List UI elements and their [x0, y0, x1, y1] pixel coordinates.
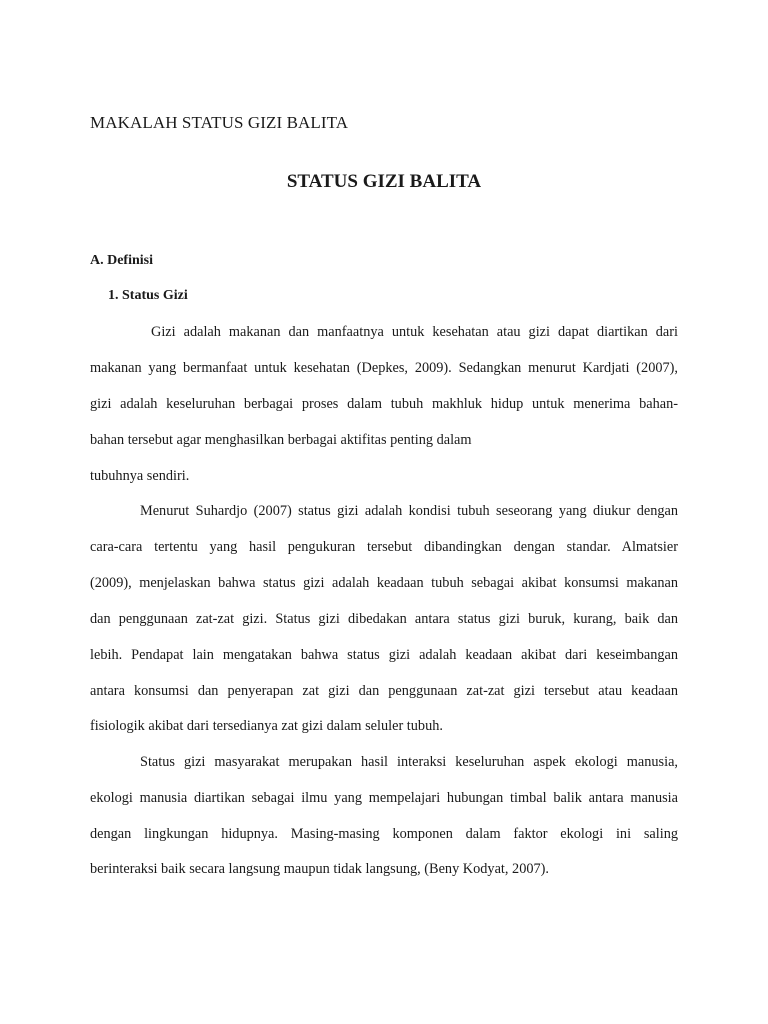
paragraph-3-line-2: ekologi manusia diartikan sebagai ilmu yang mempelajari hubungan timbal balik antara manusia: [90, 790, 678, 806]
paragraph-1-line-4: bahan tersebut agar menghasilkan berbagai aktifitas penting dalam: [90, 432, 472, 448]
section-heading-definisi: A. Definisi: [90, 253, 153, 268]
paragraph-2-line-3: (2009), menjelaskan bahwa status gizi adalah keadaan tubuh sebagai akibat konsumsi makanan: [90, 575, 678, 591]
paragraph-2-line-2: cara-cara tertentu yang hasil pengukuran tersebut dibandingkan dengan standar. Almatsier: [90, 539, 678, 555]
paragraph-1-line-3: gizi adalah keseluruhan berbagai proses dalam tubuh makhluk hidup untuk menerima bahan-: [90, 396, 678, 412]
paragraph-1-line-2: makanan yang bermanfaat untuk kesehatan (Depkes, 2009). Sedangkan menurut Kardjati (2007),: [90, 360, 678, 376]
subsection-heading-status-gizi: 1. Status Gizi: [108, 288, 188, 303]
paragraph-2-line-1: Menurut Suhardjo (2007) status gizi adalah kondisi tubuh seseorang yang diukur dengan: [140, 503, 678, 519]
paragraph-1-line-1: Gizi adalah makanan dan manfaatnya untuk kesehatan atau gizi dapat diartikan dari: [151, 324, 678, 340]
document-title: STATUS GIZI BALITA: [286, 171, 482, 192]
document-heading: MAKALAH STATUS GIZI BALITA: [90, 113, 349, 132]
paragraph-2-line-6: antara konsumsi dan penyerapan zat gizi dan penggunaan zat-zat gizi tersebut atau keadaan: [90, 683, 678, 699]
paragraph-3-line-1: Status gizi masyarakat merupakan hasil interaksi keseluruhan aspek ekologi manusia,: [140, 754, 678, 770]
paragraph-2-line-7: fisiologik akibat dari tersedianya zat gizi dalam seluler tubuh.: [90, 718, 443, 734]
paragraph-3-line-4: berinteraksi baik secara langsung maupun tidak langsung, (Beny Kodyat, 2007).: [90, 861, 549, 877]
paragraph-2-line-5: lebih. Pendapat lain mengatakan bahwa status gizi adalah keadaan akibat dari keseimbangan: [90, 647, 678, 663]
paragraph-1-line-5: tubuhnya sendiri.: [90, 468, 190, 484]
paragraph-2-line-4: dan penggunaan zat-zat gizi. Status gizi dibedakan antara status gizi buruk, kurang, baik dan: [90, 611, 678, 627]
paragraph-3-line-3: dengan lingkungan hidupnya. Masing-masing komponen dalam faktor ekologi ini saling: [90, 826, 678, 842]
